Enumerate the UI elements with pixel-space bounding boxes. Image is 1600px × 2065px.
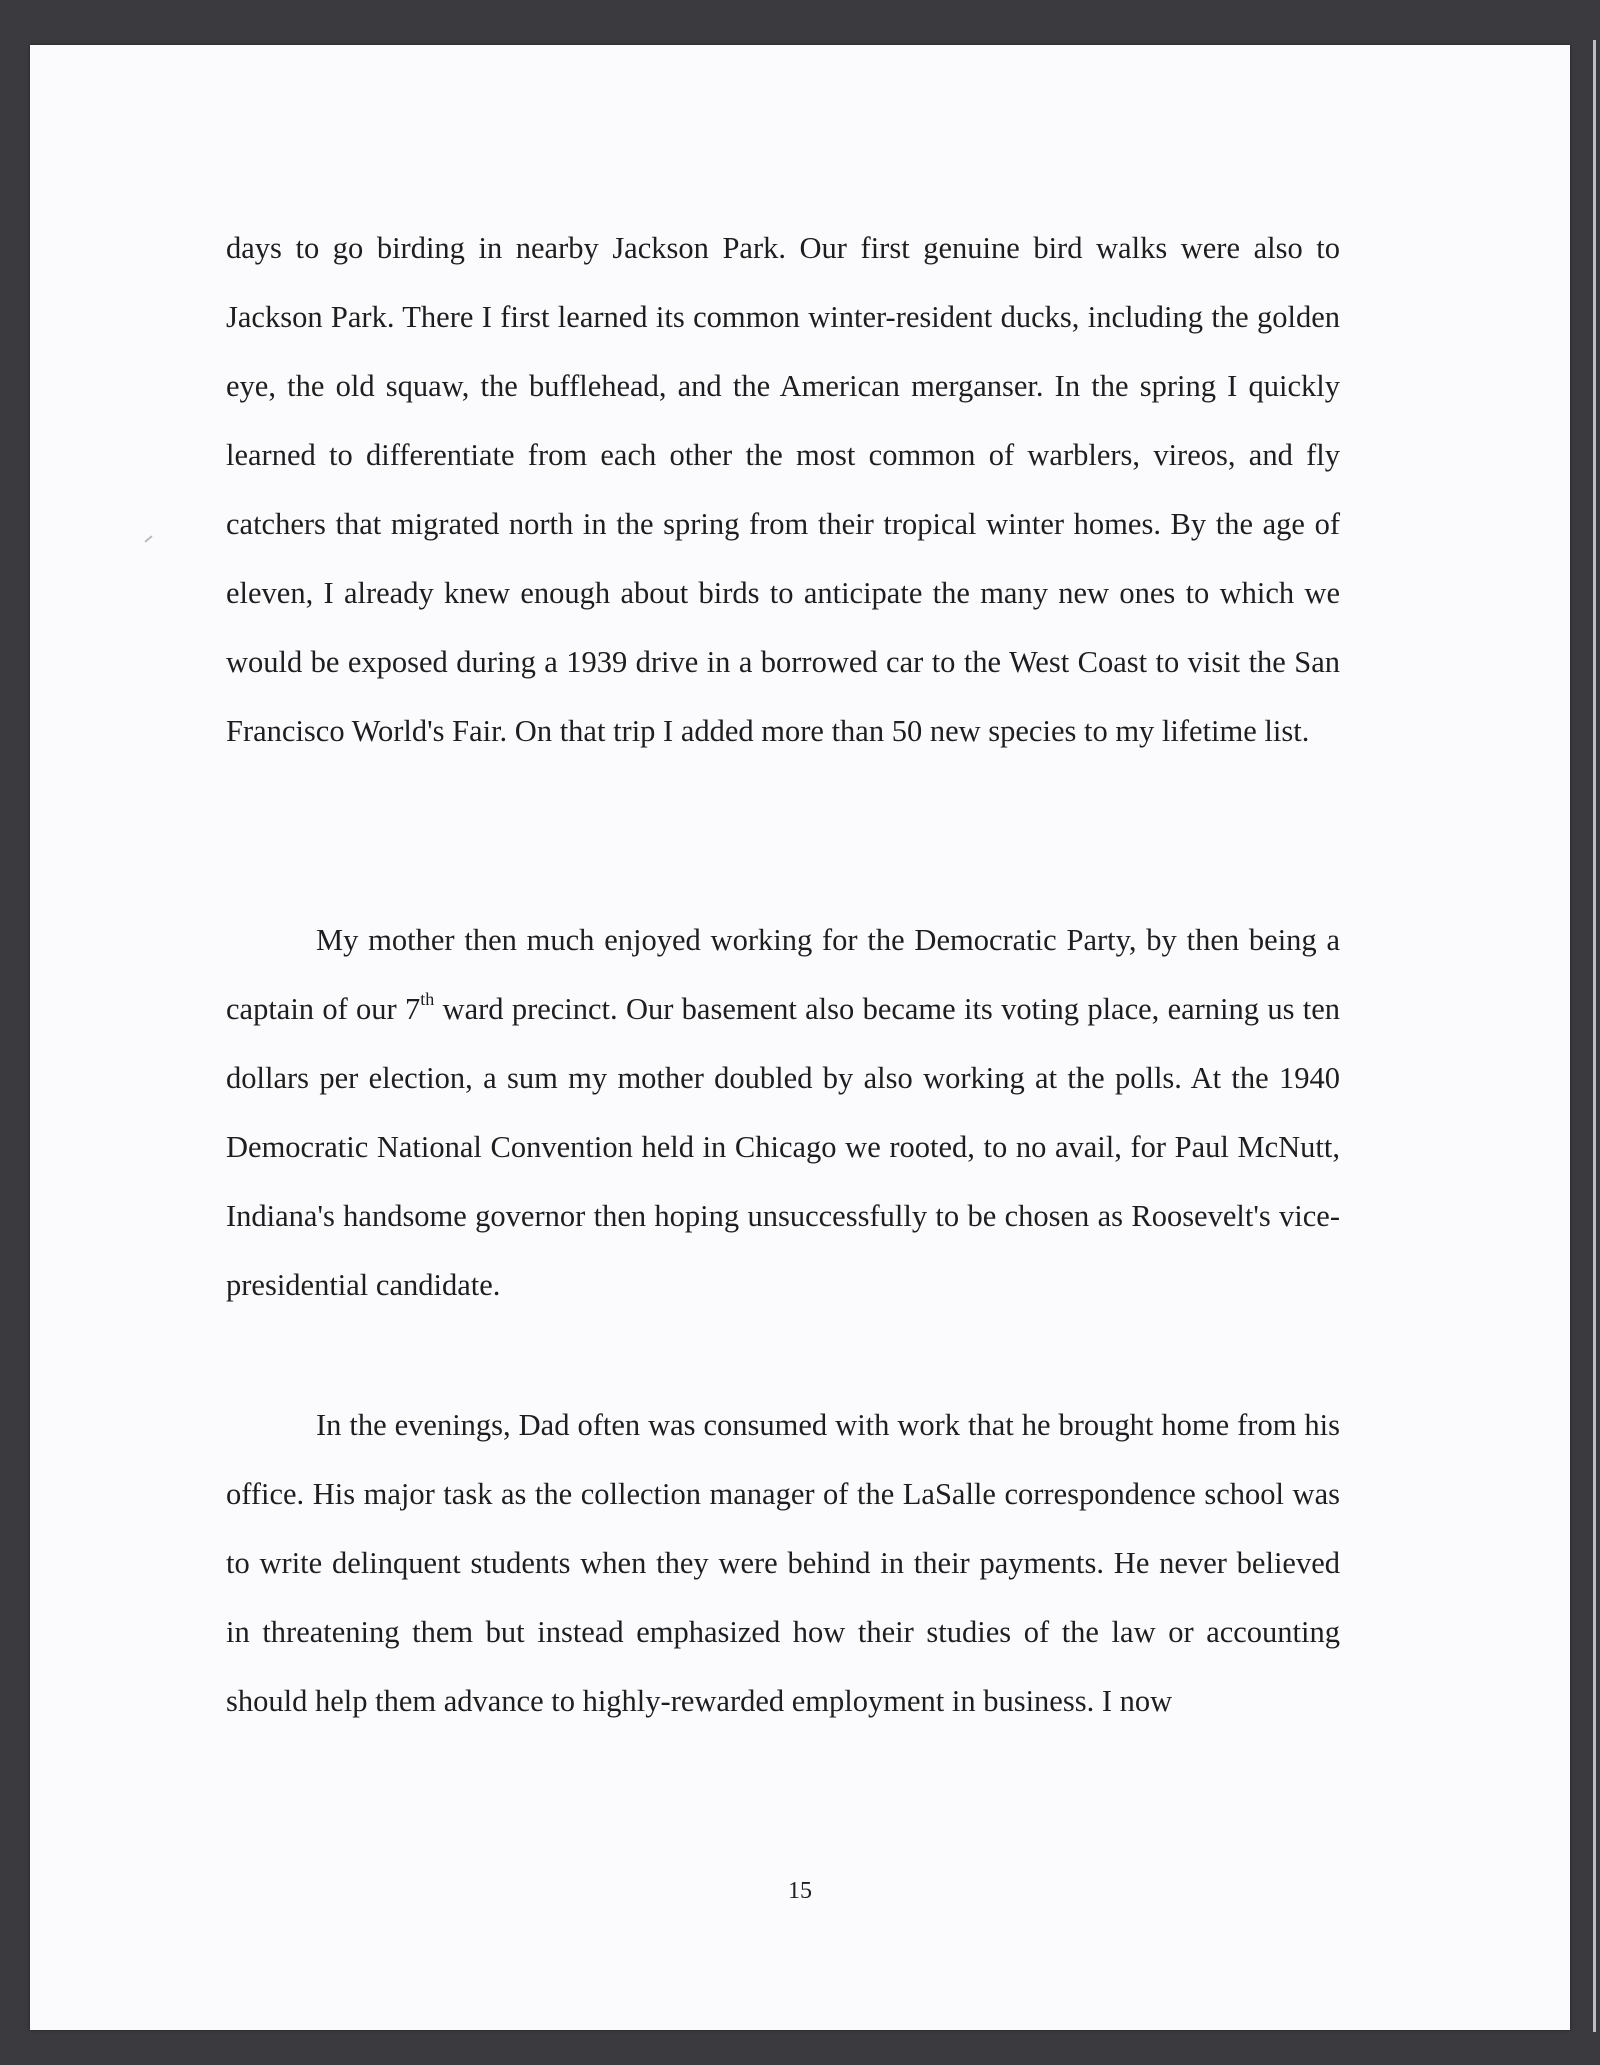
paragraph-text: days to go birding in nearby Jackson Park. Our first genuine bird walks were also to Jackson Park. There I first learned its common winter-resident ducks, including the golden eye, the old squaw, the bufflehead, and the American merganser. In the spring I quickly learned to differentiate from each other the most common of warblers, vireos, and fly catchers that migrated north in the spring from their tropical winter homes. By the age of eleven, I already knew enough about birds to anticipate the many new ones to which we would be exposed during a 1939 drive in a borrowed car to the West Coast to visit the San Francisco World's Fair. On that trip I added more than 50 new species to my lifetime list.	[226, 231, 1340, 748]
ordinal-suffix: th	[420, 989, 435, 1009]
paragraph-text-end: ward precinct. Our basement also became its voting place, earning us ten dollars per election, a sum my mother doubled by also working at the polls. At the 1940 Democratic National Convention held in Chicago we rooted, to no avail, for Paul McNutt, Indiana's handsome governor then hoping unsuccessfully to be chosen as Roosevelt's vice-presidential candidate.	[226, 992, 1340, 1302]
paragraph-text	[226, 906, 1340, 1320]
paragraph-democratic-party	[226, 906, 1340, 1320]
page-number: 15	[788, 1878, 812, 1904]
paragraph-text: In the evenings, Dad often was consumed with work that he brought home from his office. His major task as the collection manager of the LaSalle correspondence school was to write delinquent students when they were behind in their payments. He never believed in threatening them but instead emphasized how their studies of the law or accounting should help them advance to highly-rewarded employment in business. I now	[226, 1408, 1340, 1718]
paragraph-birding	[226, 214, 1340, 766]
page-edge	[1593, 40, 1596, 2032]
paragraph-dad-work	[226, 1391, 1340, 1736]
paragraph-text-start: My mother then much enjoyed working for the Democratic Party, by then being a captain of our 7	[226, 923, 1340, 1026]
